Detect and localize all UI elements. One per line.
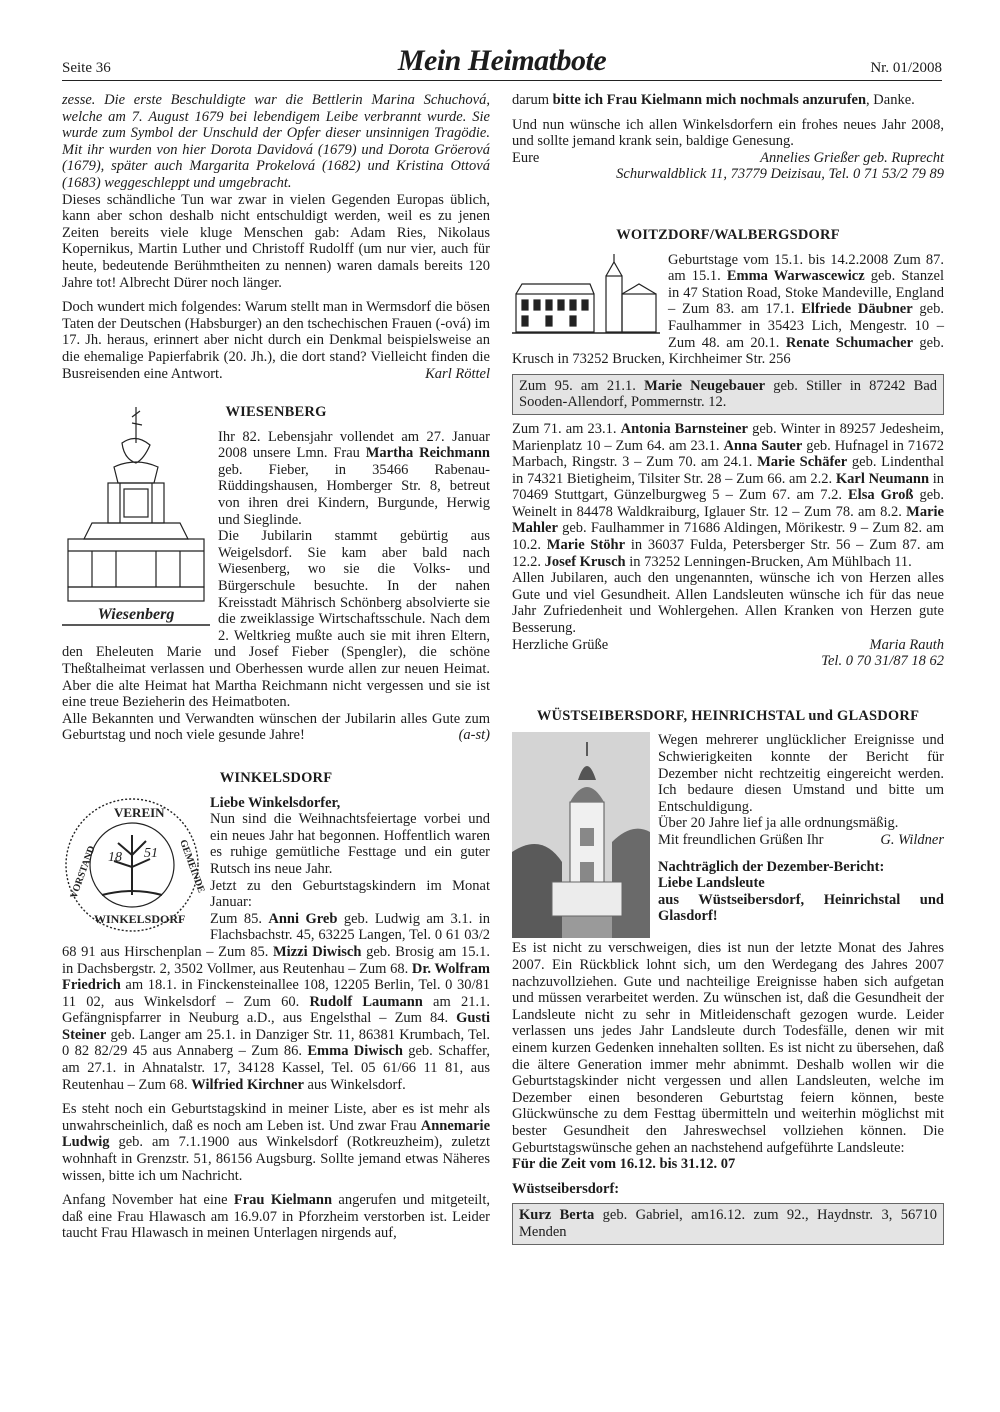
section-title-woitzdorf: WOITZDORF/WALBERGSDORF (616, 226, 840, 243)
wz-p2h: in 36037 Fulda, Petersberger Str. 56 – Zum 87. am 12.2. (512, 537, 945, 570)
wz-p1b: geb. Stanzel in 47 Station Road, Stoke Mandeville, England – Zum 83. am 17.1. (668, 268, 944, 318)
wz-m3: Marie Schäfer (757, 454, 848, 471)
wz-name-1: Emma Warwascewicz (726, 268, 865, 285)
wz-p2i: in 73252 Lenningen-Brucken, Am Mühlbach 11. (625, 553, 912, 570)
wiesenberg-author: (a-st) (458, 727, 490, 744)
winkelsdorf-seal (62, 795, 207, 935)
woitzdorf-church-image (512, 254, 660, 336)
wz-p2b: geb. Winter in 89257 Jedesheim, Marienplatz 10 – Zum 64. am 23.1. (512, 420, 945, 454)
wz-box-b: geb. Stiller in 87242 Bad Sooden-Allendorf, Pommernstr. 12. (519, 377, 937, 411)
wb-t7: aus Winkelsdorf. (303, 1076, 406, 1093)
wuest-p3: Mit freundlichen Grüßen Ihr (658, 831, 824, 848)
wz-p2d: geb. Lindenthal in 74321 Bietigheim, Tilsiter Str. 28 – Zum 66. am 2.2. (512, 454, 944, 487)
seal-text-right: GEMEINDE (177, 837, 207, 894)
winkelsdorf-signature (512, 150, 944, 167)
wb-t3: am 18.1. in Finckensteinallee 108, 12205 Berlin, Tel. 0 30/81 11 02, aus Winkelsdorf – Zum 60. (62, 977, 490, 1010)
winkelsdorf-wish: Und nun wünsche ich allen Winkelsdorfern ein frohes neues Jahr 2008, und sollte jemand krank sein, baldige Genesung. (512, 116, 944, 150)
right-column (512, 92, 944, 1245)
cont-b: , Danke. (866, 92, 915, 108)
section-title-wuestseibersdorf: WÜSTSEIBERSDORF, HEINRICHSTAL und GLASDORF (536, 707, 920, 724)
winkelsdorf-continuation (512, 92, 944, 109)
wuest-p2: Über 20 Jahre lief ja alle ordnungsmäßig. (658, 815, 899, 832)
sig-eure: Eure (512, 149, 540, 166)
seal-text-left: VORSTAND (68, 843, 98, 900)
wz-m5: Elsa Groß (848, 487, 914, 504)
wz-m2: Anna Sauter (723, 437, 803, 454)
wb-name-5: Gusti Steiner (62, 1010, 490, 1043)
wb-t4: am 21.1. Gefängnispfarrer in Neuburg a.D., aus Engelsthal – Zum 84. (62, 993, 491, 1027)
wuest-church-photo (512, 732, 650, 938)
sig-name: Annelies Grießer geb. Ruprecht (760, 149, 944, 166)
wz-p2f: geb. Weinelt in 84478 Waldkraiburg, Iglauer Str. 12 – Zum 78. am 8.2. (512, 487, 945, 520)
wz-greet: Herzliche Grüße (512, 636, 609, 653)
wz-box-a: Zum 95. am 21.1. (519, 377, 645, 394)
wb-t5: geb. Langer am 25.1. in Danziger Str. 11, 86381 Krumbach, Tel. 0 82 82/29 45 aus Annaberg – Zum 86. (62, 1026, 490, 1060)
wb-name-3: Dr. Wolfram Friedrich (62, 960, 490, 994)
left-column (62, 92, 490, 1242)
wiesenberg-p1-b: geb. Fieber, in 35466 Rabenau-Rüddingshausen, Homberger Str. 8, betreut von ihren drei Kindern, Burgunde, Herwig und Sieglinde. (218, 461, 490, 528)
winkelsdorf-greeting: Liebe Winkelsdorfer, (210, 794, 341, 811)
wz-m8: Josef Krusch (544, 553, 626, 570)
wp4-name: Annemarie Ludwig (62, 1117, 490, 1151)
wuest-sub1: Nachträglich der Dezember-Bericht: (658, 858, 885, 875)
wp4-b: geb. am 7.1.1900 aus Winkelsdorf (Rotkreuzheim), zuletzt wohnhaft in Grenzstr. 51, 86156 Augsburg. Sollte jemand etwas Näheres wissen, bitte ich um Nachricht. (62, 1134, 490, 1184)
seal-text-top: VEREIN (114, 804, 165, 820)
wz-p2c: geb. Hufnagel in 71672 Marbach, Ringstr. 3 – Zum 70. am 24.1. (512, 437, 944, 471)
wb-t6: geb. Schaffer, am 27.1. in Ahnatalstr. 17, 34128 Kassel, Tel. 05 61/66 11 81, aus Reutenhau – Zum 68. (62, 1043, 490, 1093)
wuest-signature (658, 832, 944, 849)
woitzdorf-p2 (512, 421, 944, 570)
wuest-p4: Es ist nicht zu verschweigen, dies ist nun der letzte Monat des Jahres 2007. Ein Rückblick lohnt sich, um den Werdegang des Jahres 2007 nachzuvollziehen. Gute und nachteilige Ereignisse haben sich aufgetan und müssen verarbeitet werden. Zu wünschen ist, daß die Gesundheit der Landsleute nicht zu sehr in Mitleidenschaft gezogen wurde. Leider verlassen uns jedes Jahr Landsleute durch Todesfälle, denen wir mit einem kurzen Gedenken innehalten sollten. Es ist nicht zu übersehen, daß die ältere Generation immer mehr abnimmt. Deshalb wollen wir die Geburtstagskinder nicht vergessen und allen Landsleuten, welche im Dezember einen besonderen Geburtstag feiern können, beste Glückwünsche zu dem Festtag übermitteln und weiterhin möglichst mit bester Gesundheit den Jahreswechsel vollziehen können. Die Geburtstagswünsche gehen an nachstehend aufgeführte Landsleute: (512, 940, 944, 1156)
intro-paragraph-3-text: Doch wundert mich folgendes: Warum stellt man in Wermsdorf die bösen Taten der Deutschen (Habsburger) an den tschechischen Frauen (-ová) im 17. Jh. heraus, erinnert aber nicht durch ein Denkmal beispielsweise an die ehemalige Papierfabrik (20. Jh.), die dort stand? Vielleicht finden die Busreisenden eine Antwort. (62, 299, 490, 382)
wp5-b: angerufen und mitgeteilt, daß eine Frau Hlawasch am 16.9.07 in Pforzheim verstorben ist. Leider taucht Frau Hlawasch in meinen Unterlagen nirgends auf, (62, 1192, 490, 1242)
wz-p1c: geb. Faulhammer in 35423 Lich, Mengestr. 10 – Zum 48. am 20.1. (668, 301, 944, 351)
winkelsdorf-sig-address: Schurwaldblick 11, 73779 Deizisau, Tel. 0 71 53/2 79 89 (616, 166, 944, 183)
wiesenberg-monument-drawing (62, 403, 210, 628)
section-title-wiesenberg: WIESENBERG (225, 404, 327, 421)
wp4-a: Es steht noch ein Geburtstagskind in meiner Liste, aber es ist mehr als unwahrscheinlich, daß es noch am Leben ist. Und zwar Frau (62, 1101, 490, 1134)
wz-box-name: Marie Neugebauer (644, 377, 766, 394)
page-number: Seite 36 (62, 60, 111, 76)
wuest-box-name: Kurz Berta (519, 1207, 595, 1224)
seal-year-2: 51 (144, 845, 158, 861)
wb-name-1: Anni Greb (268, 910, 338, 927)
wz-m1: Antonia Barnsteiner (620, 420, 748, 437)
wiesenberg-image-label: Wiesenberg (97, 605, 175, 623)
cont-bold: bitte ich Frau Kielmann mich nochmals anzurufen (552, 92, 867, 108)
wiesenberg-p2: Die Jubilarin stammt gebürtig aus Weigelsdorf. Sie kam aber bald nach Wiesenberg, wo sie die Volks- und Bürgerschule besuchte. In der nahen Kreisstadt Mährisch Schönberg absolvierte sie die zweiklassige Wirtschaftsschule. Nach dem 2. Weltkrieg mußte auch sie mit ihren Eltern, den Eheleuten Marie und Josef Fieber (Spengler), die schöne Theßtalheimat verlassen und Oberhessen wurde allen zur neuen Heimat. Aber die alte Heimat hat Martha Reichmann nicht vergessen und sie ist eine treue Bezieherin des Heimatboten. (62, 528, 490, 711)
wb-name-6: Emma Diwisch (307, 1043, 403, 1060)
wp5-a: Anfang November hat eine (62, 1192, 234, 1209)
wz-author: Maria Rauth (869, 636, 944, 653)
wz-name-2: Elfriede Däubner (801, 301, 913, 318)
woitzdorf-highlight-box (512, 374, 944, 415)
wp5-name: Frau Kielmann (233, 1192, 333, 1209)
wiesenberg-p3 (62, 711, 490, 744)
issue-number: Nr. 01/2008 (870, 60, 942, 76)
wz-m7: Marie Stöhr (546, 537, 626, 554)
wuest-author: G. Wildner (880, 831, 944, 848)
seal-year-1: 18 (108, 849, 122, 865)
winkelsdorf-p2: Jetzt zu den Geburtstagskindern im Monat Januar: (210, 877, 490, 911)
wb-name-7: Wilfried Kirchner (191, 1076, 304, 1093)
wuest-period: Für die Zeit vom 16.12. bis 31.12. 07 (512, 1156, 736, 1173)
wuest-box-rest: geb. Gabriel, am16.12. zum 92., Haydnstr. 3, 56710 Menden (519, 1207, 937, 1240)
masthead-logo: Mein Heimatbote (397, 44, 607, 77)
cont-a: darum (512, 92, 553, 108)
wz-m4: Karl Neumann (835, 470, 930, 487)
woitzdorf-p3: Allen Jubilaren, auch den ungenannten, wünsche ich von Herzen alles Gute und viel Gesundheit. Allen Landsleuten wünsche ich für das neue Jahr Zufriedenheit und Wohlergehen. Allen Kranken von Herzen gute Besserung. (512, 570, 944, 637)
section-title-winkelsdorf: WINKELSDORF (219, 769, 333, 786)
winkelsdorf-p4 (62, 1101, 490, 1184)
wiesenberg-image (62, 403, 210, 628)
wz-p2a: Zum 71. am 23.1. (512, 420, 621, 437)
woitzdorf-church-drawing (512, 254, 660, 336)
wb-t2: geb. Brosig am 15.1. in Dachsbergstr. 2, 3502 Vollmer, aus Reutenhau – Zum 68. (62, 943, 490, 977)
wuest-p1: Wegen mehrerer unglücklicher Ereignisse und Schwierigkeiten konnte der Bericht für Dezember nicht rechtzeitig eingereicht werden. Ich bedaure diesen Umstand und bitte um Entschuldigung. (658, 732, 944, 815)
woitzdorf-signature (512, 637, 944, 654)
intro-italic-text: zesse. Die erste Beschuldigte war die Bettlerin Marina Schuchová, welche am 7. August 1679 bei lebendigem Leibe verbrannt wurde. Sie wurde zum Symbol der Unschuld der Opfer dieser unsinnigen Tragödie. Mit ihr wurden von hier Dorota Davidová (1679) und Dorota Gröerová (1679), später auch Margarita Prokelová (1682) und Kristina Ottová (1683) weggeschleppt und umgebracht. (62, 92, 490, 191)
wuest-highlight-box (512, 1203, 944, 1244)
wuest-church-photo-drawing (512, 732, 650, 938)
wz-p2e: in 70469 Stuttgart, Günzelburgweg 5 – Zum 67. am 7.2. (512, 470, 944, 504)
intro-paragraph-2: Dieses schändliche Tun war zwar in vielen Gegenden Europas üblich, kann aber schon deshalb nicht entschuldigt werden, weil es zu jenen Zeiten bereits viele kluge Menschen gab: Adam Ries, Nikolaus Kopernikus, Martin Luther und Christoff Rudolff (um nur vier, auch für heute, bedeutende Berühmtheiten zu nennen) waren damals bereits 120 Jahre tot! Albrecht Dürer noch länger. (62, 191, 490, 291)
winkelsdorf-birthdays (62, 911, 490, 1094)
wz-p1d: geb. Krusch in 73252 Brucken, Kirchheimer Str. 256 (512, 334, 944, 368)
wb-name-4: Rudolf Laumann (309, 993, 423, 1010)
wz-p2g: geb. Faulhammer in 71686 Aldingen, Mörikestr. 9 – Zum 82. am 10.2. (512, 520, 944, 554)
wuest-sub2: Liebe Landsleute (658, 875, 765, 892)
winkelsdorf-p1: Nun sind die Weihnachtsfeiertage vorbei und ein neues Jahr hat begonnen. Hoffentlich waren es ruhige gemütliche Festtage und ein guter Rutsch ins neue Jahr. (210, 811, 490, 877)
winkelsdorf-seal-drawing (62, 795, 207, 935)
wb-name-2: Mizzi Diwisch (273, 943, 362, 960)
intro-paragraph-3 (62, 299, 490, 382)
wiesenberg-p3-text: Alle Bekannten und Verwandten wünschen der Jubilarin alles Gute zum Geburtstag und noch viele gesunde Jahre! (62, 710, 490, 744)
wb-b1: Zum 85. (210, 910, 269, 927)
wz-name-3: Renate Schumacher (785, 334, 914, 351)
winkelsdorf-p5 (62, 1192, 490, 1242)
page-header (62, 44, 942, 81)
wiesenberg-jubilar-name: Martha Reichmann (365, 445, 490, 462)
wuest-sub3: aus Wüstseibersdorf, Heinrichstal und Glasdorf! (658, 891, 944, 925)
wz-p1a: Geburtstage vom 15.1. bis 14.2.2008 Zum 87. am 15.1. (668, 251, 944, 285)
intro-author: Karl Röttel (425, 365, 490, 382)
wuest-place: Wüstseibersdorf: (512, 1180, 620, 1197)
wiesenberg-p1-a: Ihr 82. Lebensjahr vollendet am 27. Januar 2008 unsere Lmn. Frau (218, 428, 490, 462)
woitzdorf-tel: Tel. 0 70 31/87 18 62 (821, 653, 944, 670)
seal-text-bottom: WINKELSDORF (94, 911, 186, 926)
wz-m6: Marie Mahler (512, 503, 944, 537)
wb-t1: geb. Ludwig am 3.1. in Flachsbachstr. 45, 63225 Langen, Tel. 0 61 03/2 68 91 aus Hirschenplan – Zum 85. (62, 910, 490, 960)
